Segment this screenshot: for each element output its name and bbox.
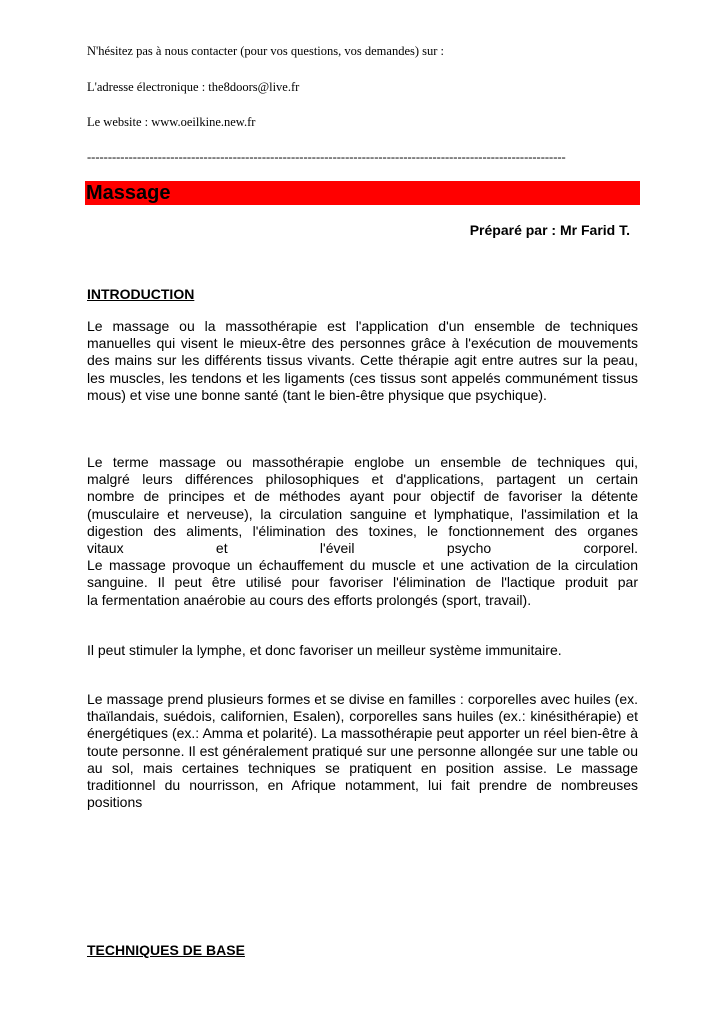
contact-intro-text: N'hésitez pas à nous contacter (pour vos questions, vos demandes) sur : (87, 44, 445, 58)
separator-line: ------------------------------------------------------------------------------------------------------------------- (87, 150, 566, 164)
contact-email-line[interactable]: L'adresse électronique : the8doors@live.fr (87, 80, 300, 94)
introduction-paragraph-4: Le massage prend plusieurs formes et se divise en familles : corporelles avec huiles (ex. thaïlandais, suédois, californien, Esalen), corporelles sans huiles (ex.: kinésithérapie) et énergétiques (ex.: Amma et polarité). La massothérapie peut apporter un réel bien-être à toute personne. Il est généralement pratiqué sur une personne allongée sur une table ou au sol, mais certaines techniques se pratiquent en position assise. Le massage traditionnel du nourrisson, en Afrique notamment, lui fait prendre de nombreuses positions (87, 691, 638, 811)
introduction-heading: INTRODUCTION (87, 286, 195, 302)
techniques-heading: TECHNIQUES DE BASE (87, 942, 245, 958)
document-title: Massage (86, 182, 171, 204)
paragraph-line: Le terme massage ou massothérapie englobe un ensemble de techniques qui, (87, 454, 638, 470)
title-banner (85, 181, 640, 205)
introduction-paragraph-1: Le massage ou la massothérapie est l'application d'un ensemble de techniques manuelles qui visent le mieux-être des personnes grâce à l'exécution de mouvements des mains sur les différents tissus vivants. Cette thérapie agit entre autres sur la peau, les muscles, les tendons et les ligaments (ces tissus sont appelés communément tissus mous) et vise une bonne santé (tant le bien-être physique que psychique). (87, 318, 638, 403)
paragraph-line: (musculaire et nerveuse), la circulation sanguine et lymphatique, l'assimilation et la (87, 505, 638, 522)
contact-website-line[interactable]: Le website : www.oeilkine.new.fr (87, 115, 256, 129)
paragraph-line: sanguine. Il peut être utilisé pour favoriser l'élimination de l'lactique produit par (87, 574, 638, 591)
paragraph-line: nombre de principes et de méthodes ayant pour objectif de favoriser la détente (87, 488, 638, 505)
paragraph-line: Le massage provoque un échauffement du muscle et une activation de la circulation (87, 557, 638, 574)
introduction-paragraph-3: Il peut stimuler la lymphe, et donc favoriser un meilleur système immunitaire. (87, 642, 562, 658)
paragraph-line: digestion des aliments, l'élimination des toxines, le fonctionnement des organes (87, 522, 638, 539)
paragraph-line: la fermentation anaérobie au cours des efforts prolongés (sport, travail). (87, 591, 532, 608)
introduction-paragraph-2 (87, 454, 638, 609)
paragraph-line: malgré leurs différences philosophiques et d'applications, partagent un certain (87, 471, 638, 488)
paragraph-line: vitaux et l'éveil psycho corporel. (87, 540, 638, 557)
author-line: Préparé par : Mr Farid T. (469, 222, 630, 238)
